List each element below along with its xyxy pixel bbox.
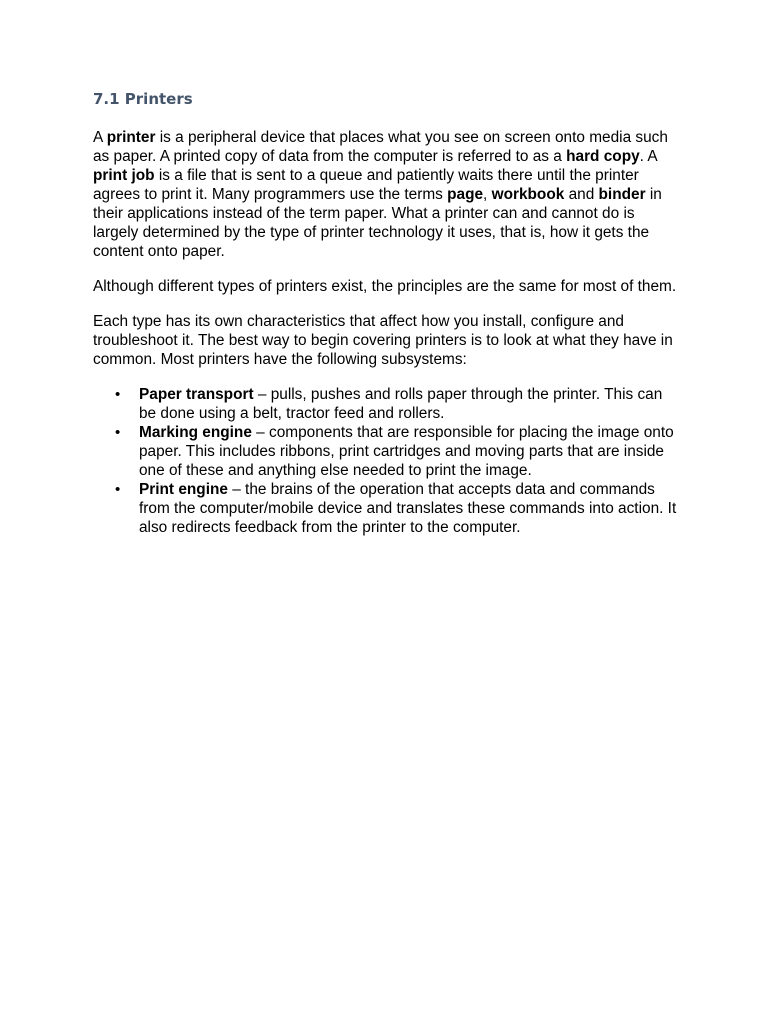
- term-page: page: [447, 186, 484, 203]
- bullet-icon: •: [115, 424, 121, 441]
- list-item-term: Marking engine: [139, 424, 252, 441]
- list-item-text: – the brains of the operation that accepts data and commands from the computer/mobile device and translates these commands into action. It also redirects feedback from the printer to the computer.: [139, 481, 677, 536]
- term-printer: printer: [106, 129, 156, 146]
- term-binder: binder: [598, 186, 646, 203]
- list-item-term: Print engine: [139, 481, 228, 498]
- intro-paragraph: [93, 128, 678, 261]
- document-page: [93, 88, 678, 537]
- list-item: [115, 423, 678, 480]
- term-workbook: workbook: [491, 186, 565, 203]
- bullet-icon: •: [115, 386, 121, 403]
- text-run: and: [564, 186, 599, 203]
- list-item-text: – components that are responsible for placing the image onto paper. This includes ribbons, print cartridges and moving parts that are inside one of these and anything else needed to print the image.: [139, 424, 674, 479]
- subsystems-intro-paragraph: Each type has its own characteristics that affect how you install, configure and troubleshoot it. The best way to begin covering printers is to look at what they have in common. Most printers have the following subsystems:: [93, 313, 673, 368]
- term-print-job: print job: [93, 167, 155, 184]
- list-item: [115, 480, 678, 537]
- text-run: A: [93, 129, 107, 146]
- subsystems-list: [93, 385, 678, 537]
- text-run: is a peripheral device that places what you see on screen onto media such as paper. A printed copy of data from the computer is referred to as a: [93, 129, 668, 165]
- printer-types-paragraph: Although different types of printers exist, the principles are the same for most of them.: [93, 278, 677, 295]
- text-run: in their applications instead of the term paper. What a printer can and cannot do is largely determined by the type of printer technology it uses, that is, how it gets the content onto paper.: [93, 186, 662, 260]
- term-hard-copy: hard copy: [566, 148, 640, 165]
- text-run: ,: [483, 186, 492, 203]
- section-heading: 7.1 Printers: [93, 90, 193, 108]
- list-item-term: Paper transport: [139, 386, 254, 403]
- text-run: . A: [639, 148, 657, 165]
- text-run: is a file that is sent to a queue and patiently waits there until the printer agrees to print it. Many programmers use the terms: [93, 167, 639, 203]
- bullet-icon: •: [115, 481, 121, 498]
- list-item-text: – pulls, pushes and rolls paper through the printer. This can be done using a belt, tractor feed and rollers.: [139, 386, 663, 422]
- list-item: [115, 385, 678, 423]
